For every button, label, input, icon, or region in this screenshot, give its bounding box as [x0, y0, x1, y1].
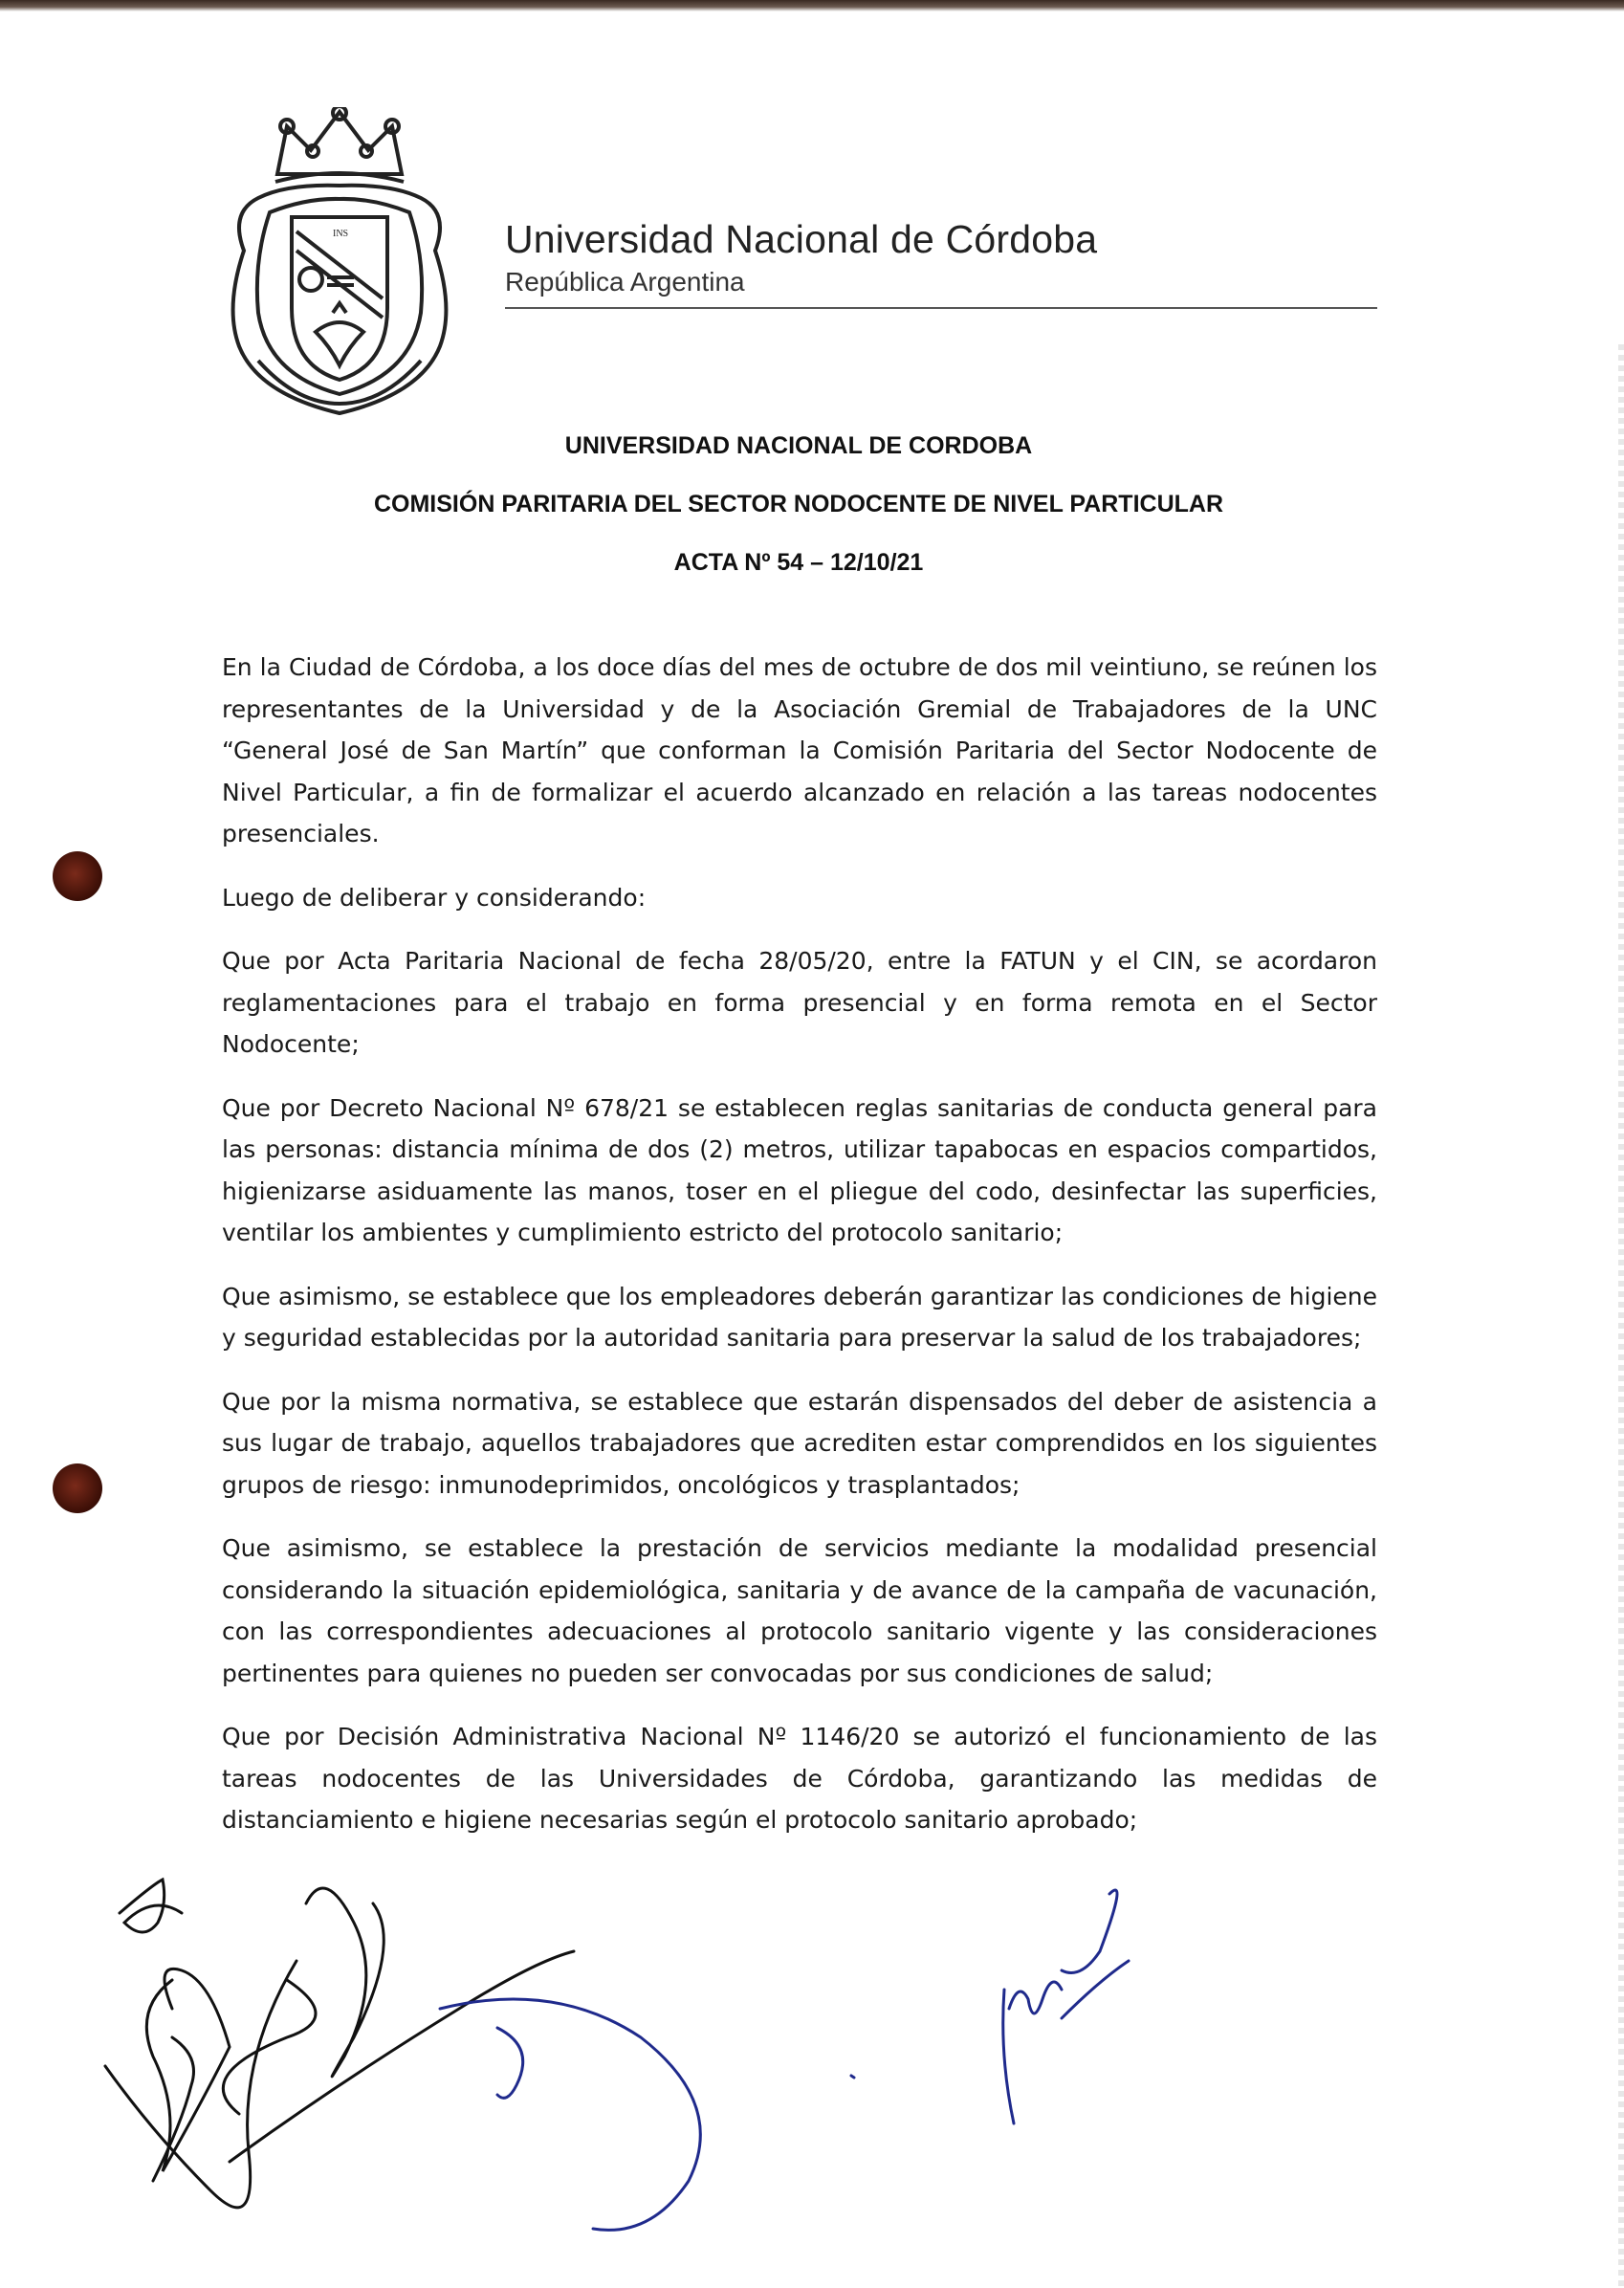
paragraph-decreto-678: Que por Decreto Nacional Nº 678/21 se establecen reglas sanitarias de conducta general para las personas: distancia mínima de dos (2) metros, utilizar tapabocas en espacios compartidos, higienizarse asiduamente las manos, toser en el pliegue del codo, desinfectar las superficies, ventilar los ambientes y cumplimiento estricto del protocolo sanitario;: [222, 1093, 1377, 1246]
paragraph-empleadores: Que asimismo, se establece que los empleadores deberán garantizar las condiciones de higiene y seguridad establecidas por la autoridad sanitaria para preservar la salud de los trabajadores;: [222, 1282, 1377, 1352]
university-crest: [220, 107, 459, 428]
signature-blue: [440, 1890, 1129, 2230]
paragraph-modalidad-presencial: Que asimismo, se establece la prestación de servicios mediante la modalidad presencial considerando la situación epidemiológica, sanitaria y de avance de la campaña de vacunación, con las correspondientes adecuaciones al protocolo sanitario vigente y las consideraciones pertinentes para quienes no pueden ser convocadas por sus condiciones de salud;: [222, 1534, 1377, 1687]
crest-lettering-top: INS: [333, 229, 349, 239]
handwritten-signatures: [96, 1865, 1243, 2248]
paragraph-decision-1146: Que por Decisión Administrativa Nacional Nº 1146/20 se autorizó el funcionamiento de las tareas nodocentes de las Universidades de Córdoba, garantizando las medidas de distanciamiento e higiene necesarias según el protocolo sanitario aprobado;: [222, 1723, 1377, 1834]
country-name: República Argentina: [505, 267, 745, 297]
title-acta-number: ACTA Nº 54 – 12/10/21: [673, 549, 924, 576]
paragraph-acta-paritaria: Que por Acta Paritaria Nacional de fecha 28/05/20, entre la FATUN y el CIN, se acordaron reglamentaciones para el trabajo en forma presencial y en forma remota en el Sector Nodocente;: [222, 947, 1377, 1058]
punch-hole-top: [53, 851, 102, 901]
paragraph-opening: En la Ciudad de Córdoba, a los doce días del mes de octubre de dos mil veintiuno, se reúnen los representantes de la Universidad y de la Asociación Gremial de Trabajadores de la UNC “General José de San Martín” que conforman la Comisión Paritaria del Sector Nodocente de Nivel Particular, a fin de formalizar el acuerdo alcanzado en relación a las tareas nodocentes presenciales.: [222, 653, 1377, 847]
title-university: UNIVERSIDAD NACIONAL DE CORDOBA: [564, 432, 1033, 459]
letterhead-rule: [505, 307, 1377, 309]
letterhead: [505, 218, 1377, 309]
title-commission: COMISIÓN PARITARIA DEL SECTOR NODOCENTE DE NIVEL PARTICULAR: [373, 491, 1223, 517]
document-body: [222, 647, 1377, 1863]
scan-right-edge: [1618, 344, 1624, 2288]
scan-top-edge: [0, 0, 1624, 11]
university-name: Universidad Nacional de Córdoba: [505, 217, 1098, 261]
paragraph-considering: Luego de deliberar y considerando:: [222, 883, 647, 912]
document-titles: [220, 432, 1377, 607]
punch-hole-bottom: [53, 1463, 102, 1513]
paragraph-grupos-riesgo: Que por la misma normativa, se establece que estarán dispensados del deber de asistencia a sus lugar de trabajo, aquellos trabajadores que acrediten estar comprendidos en los siguientes grupos de riesgo: inmunodeprimidos, oncológicos y trasplantados;: [222, 1387, 1377, 1499]
signature-black: [105, 1880, 574, 2208]
